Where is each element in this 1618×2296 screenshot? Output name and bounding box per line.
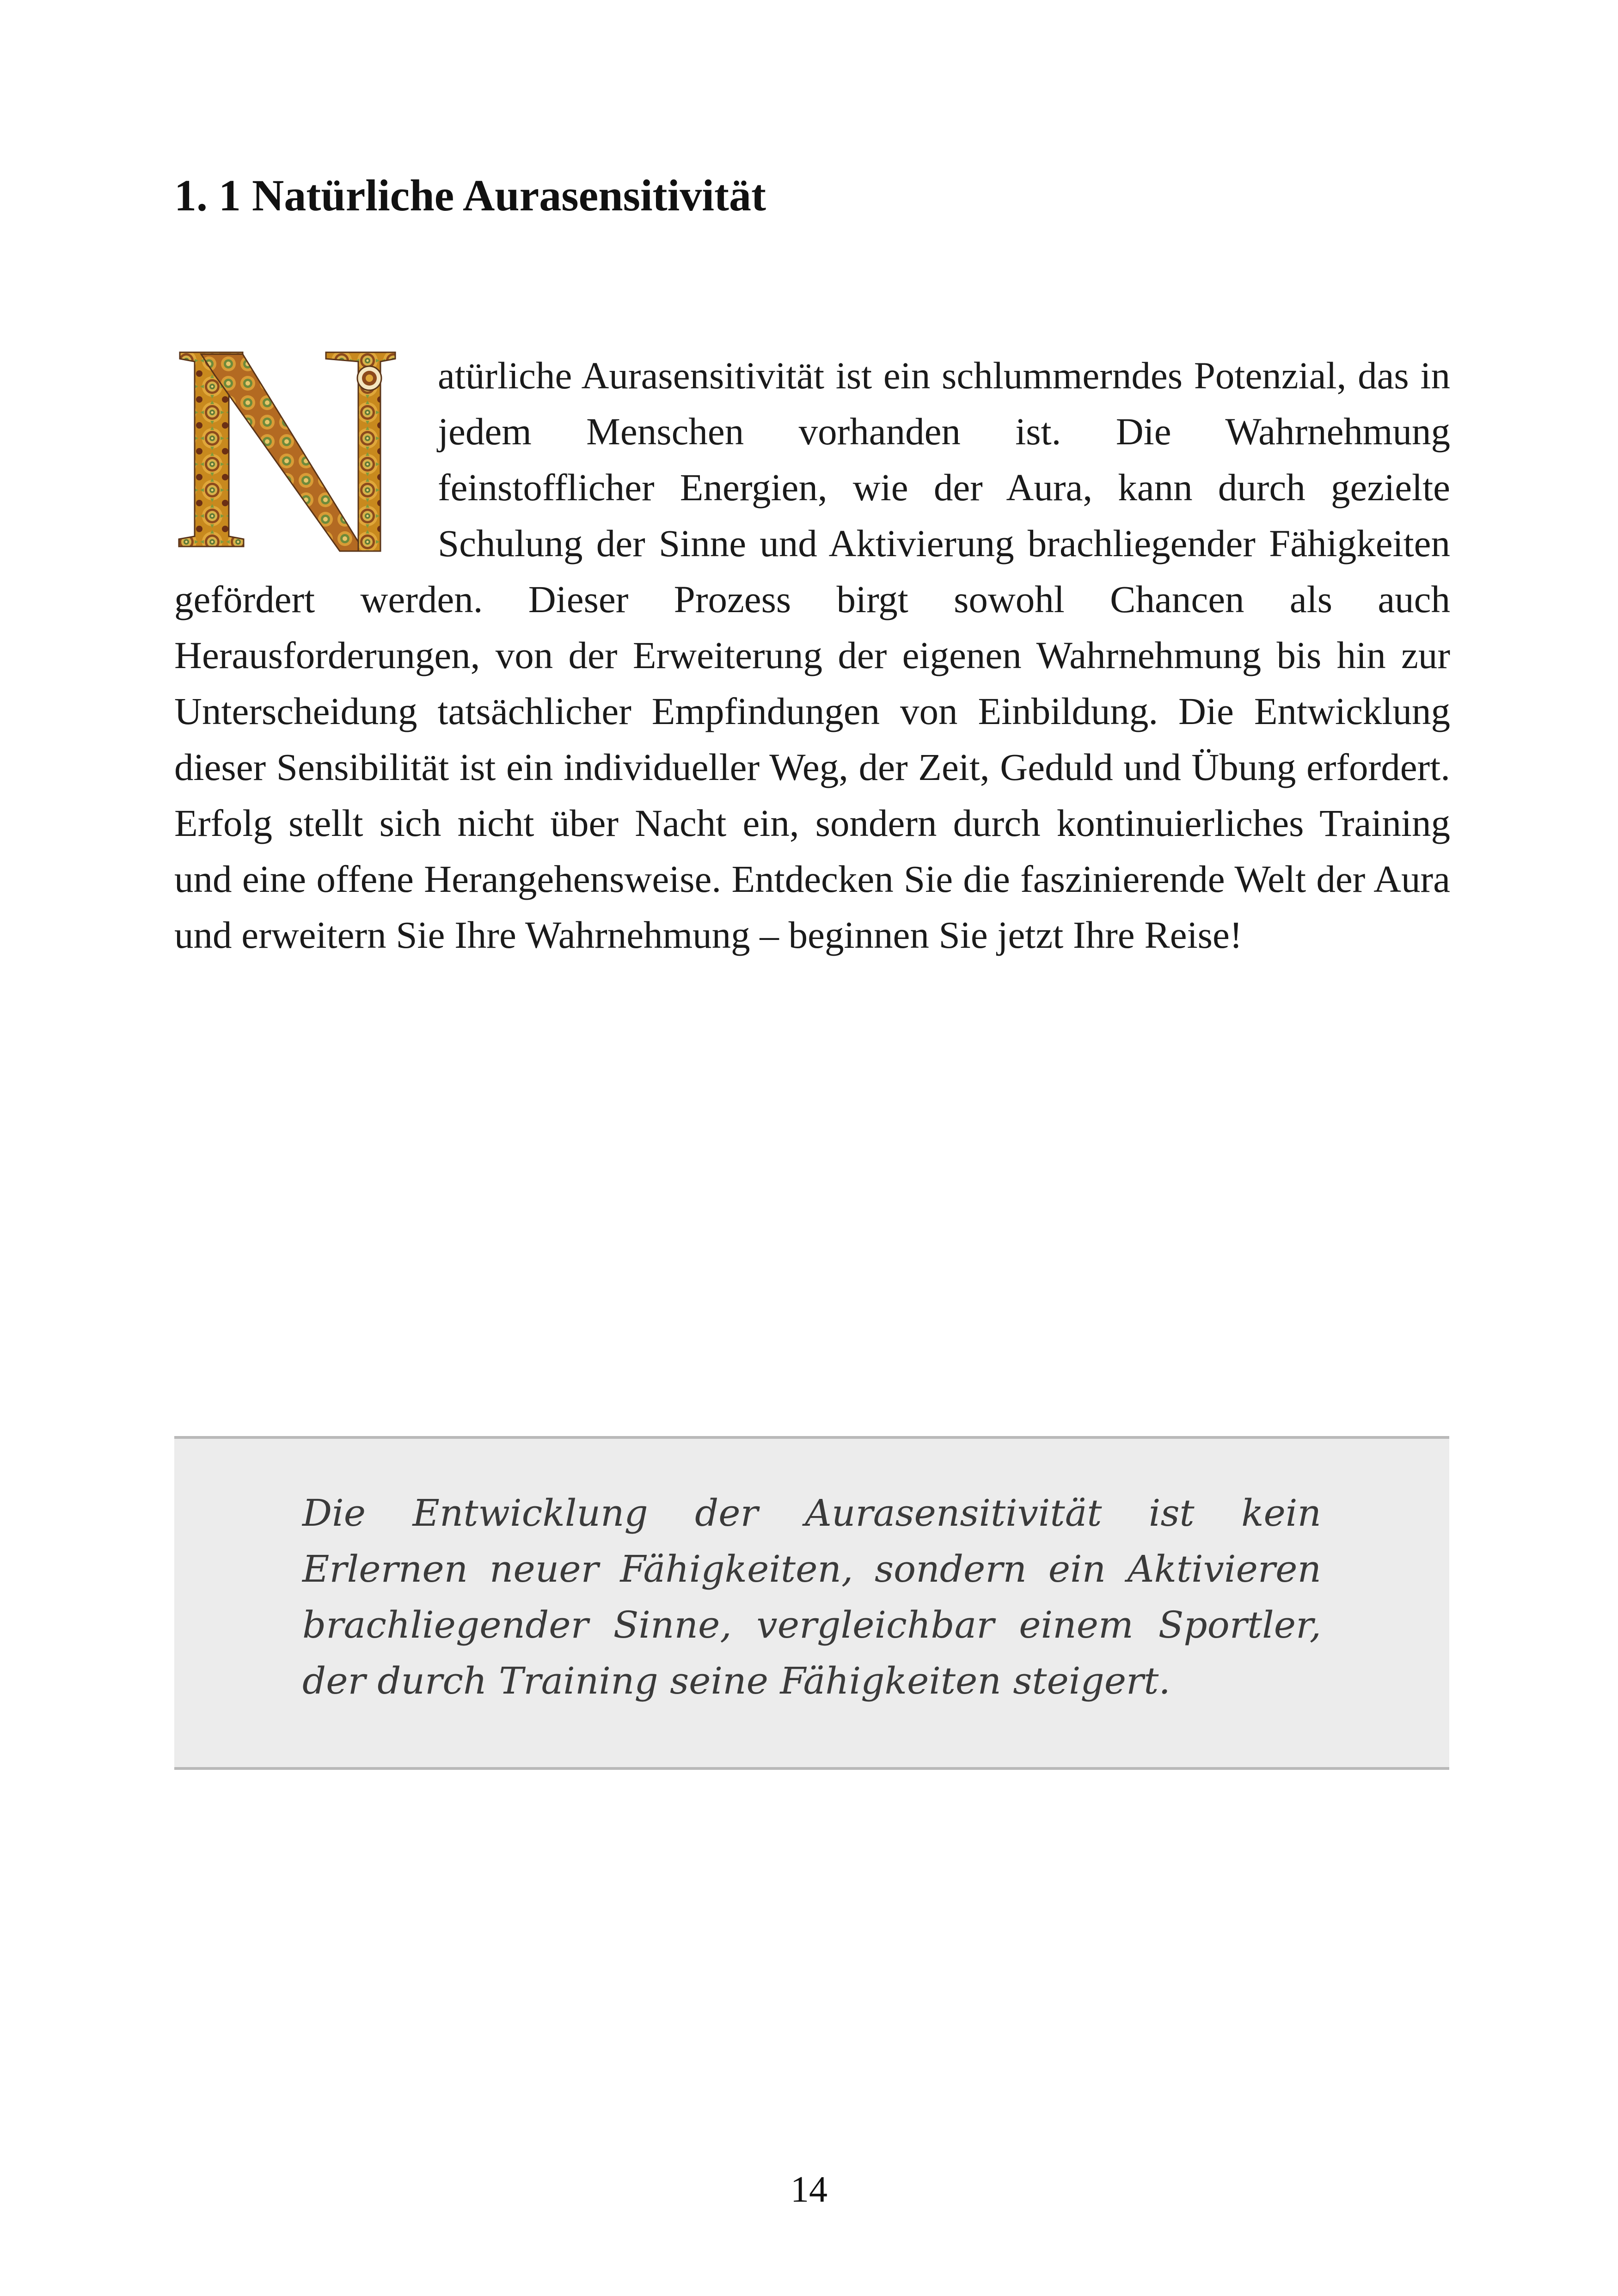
intro-paragraph	[174, 348, 1450, 963]
intro-paragraph-text: atürliche Aurasensitivität ist ein schlummerndes Potenzial, das in jedem Menschen vorhanden ist. Die Wahrnehmung feinstofflicher Energien, wie der Aura, kann durch gezielte Schulung der Sinne und Aktivierung brachliegender Fähigkeiten gefördert werden. Dieser Prozess birgt sowohl Chancen als auch Herausforderungen, von der Erweiterung der eigenen Wahrnehmung bis hin zur Unterscheidung tatsächlicher Empfindungen von Einbildung. Die Entwicklung dieser Sensibilität ist ein individueller Weg, der Zeit, Geduld und Übung erfordert. Erfolg stellt sich nicht über Nacht ein, sondern durch kontinuierliches Training und eine offene Herangehensweise. Entdecken Sie die faszinierende Welt der Aura und erweitern Sie Ihre Wahrnehmung – beginnen Sie jetzt Ihre Reise!	[174, 354, 1450, 956]
decorative-drop-cap	[174, 348, 424, 565]
page-number: 14	[791, 2169, 827, 2210]
ornamental-letter-n-icon	[173, 348, 404, 565]
quote-text: Die Entwicklung der Aurasensitivität ist kein Erlernen neuer Fähigkeiten, sondern ein Aktivieren brachliegender Sinne, vergleichbar einem Sportler, der durch Training seine Fähigkeiten steigert.	[302, 1492, 1321, 1702]
quote-box	[174, 1436, 1449, 1770]
section-heading: 1. 1 Natürliche Aurasensitivität	[174, 171, 766, 220]
